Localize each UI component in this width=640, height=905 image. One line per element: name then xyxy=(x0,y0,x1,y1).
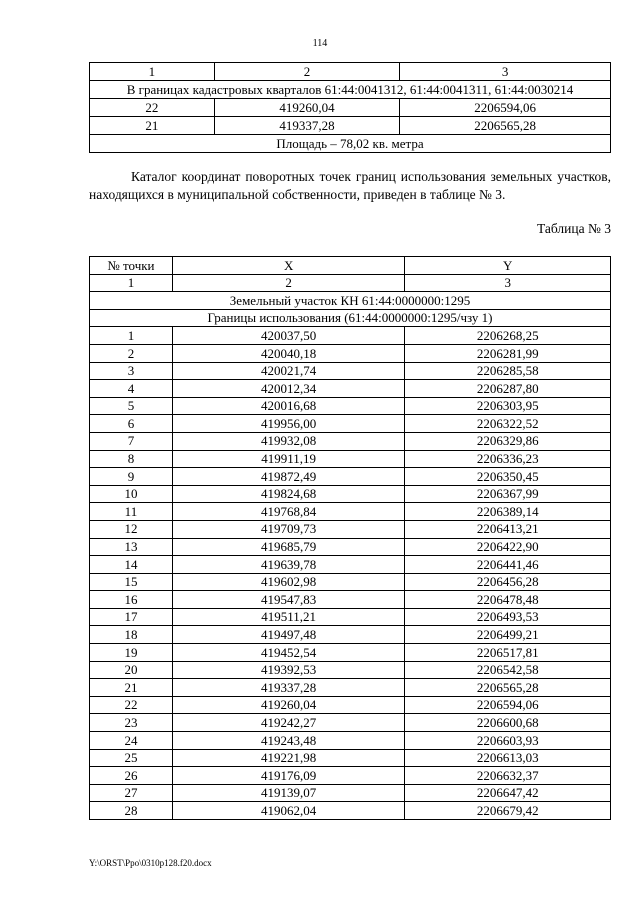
continued-coordinates-table xyxy=(89,62,611,153)
x-coordinate: 420040,18 xyxy=(172,344,405,362)
y-coordinate: 2206350,45 xyxy=(405,468,611,486)
page-number: 114 xyxy=(312,38,328,49)
y-coordinate: 2206268,25 xyxy=(405,327,611,345)
table-row xyxy=(90,520,611,538)
y-coordinate: 2206422,90 xyxy=(405,538,611,556)
table-row xyxy=(90,362,611,380)
y-coordinate: 2206493,53 xyxy=(405,608,611,626)
x-coordinate: 419768,84 xyxy=(172,503,405,521)
point-number: 14 xyxy=(90,556,173,574)
x-coordinate: 419139,07 xyxy=(172,784,405,802)
point-number: 25 xyxy=(90,749,173,767)
x-coordinate: 419824,68 xyxy=(172,485,405,503)
bounds-title: Границы использования (61:44:0000000:1295/чзу 1) xyxy=(90,309,611,327)
x-coordinate: 419932,08 xyxy=(172,432,405,450)
table-row xyxy=(90,644,611,662)
x-coordinate: 419260,04 xyxy=(172,696,405,714)
coordinates-table xyxy=(89,256,611,820)
x-coordinate: 419709,73 xyxy=(172,520,405,538)
x-coordinate: 419221,98 xyxy=(172,749,405,767)
point-number: 8 xyxy=(90,450,173,468)
y-coordinate: 2206600,68 xyxy=(405,714,611,732)
table-row xyxy=(90,432,611,450)
table-row xyxy=(90,608,611,626)
point-number: 28 xyxy=(90,802,173,820)
y-coordinate: 2206679,42 xyxy=(405,802,611,820)
point-number: 22 xyxy=(90,696,173,714)
point-number: 11 xyxy=(90,503,173,521)
y-coordinate: 2206542,58 xyxy=(405,661,611,679)
x-coordinate: 419392,53 xyxy=(172,661,405,679)
table-row xyxy=(90,415,611,433)
point-number: 12 xyxy=(90,520,173,538)
header-row xyxy=(90,257,611,275)
y-coordinate: 2206285,58 xyxy=(405,362,611,380)
table-row xyxy=(90,538,611,556)
x-coordinate: 419452,54 xyxy=(172,644,405,662)
y-coordinate: 2206565,28 xyxy=(400,117,611,135)
x-coordinate: 419956,00 xyxy=(172,415,405,433)
area-row xyxy=(90,135,611,153)
point-number: 2 xyxy=(90,344,173,362)
x-coordinate: 420012,34 xyxy=(172,380,405,398)
column-number-2: 2 xyxy=(172,274,405,292)
column-numbers-row xyxy=(90,274,611,292)
point-number: 23 xyxy=(90,714,173,732)
table-row xyxy=(90,784,611,802)
area-cell: Площадь – 78,02 кв. метра xyxy=(90,135,611,153)
table-row xyxy=(90,802,611,820)
catalog-paragraph: Каталог координат поворотных точек границ использования земельных участков, находящихся в муниципальной собственности, приведен в таблице № 3. xyxy=(89,169,611,202)
x-coordinate: 419547,83 xyxy=(172,591,405,609)
table-row xyxy=(90,714,611,732)
column-number-2: 2 xyxy=(214,63,400,81)
y-coordinate: 2206281,99 xyxy=(405,344,611,362)
point-number: 18 xyxy=(90,626,173,644)
table-row xyxy=(90,661,611,679)
table-row xyxy=(90,696,611,714)
point-number: 16 xyxy=(90,591,173,609)
point-number: 27 xyxy=(90,784,173,802)
x-coordinate: 419260,04 xyxy=(214,99,400,117)
x-coordinate: 419602,98 xyxy=(172,573,405,591)
table-row xyxy=(90,749,611,767)
x-coordinate: 419511,21 xyxy=(172,608,405,626)
cadastral-quarters-row xyxy=(90,81,611,99)
y-coordinate: 2206456,28 xyxy=(405,573,611,591)
x-coordinate: 419062,04 xyxy=(172,802,405,820)
table-row xyxy=(90,380,611,398)
x-coordinate: 420016,68 xyxy=(172,397,405,415)
point-number: 5 xyxy=(90,397,173,415)
table-row xyxy=(90,626,611,644)
point-number: 10 xyxy=(90,485,173,503)
y-coordinate: 2206329,86 xyxy=(405,432,611,450)
column-number-3: 3 xyxy=(400,63,611,81)
y-coordinate: 2206613,03 xyxy=(405,749,611,767)
y-coordinate: 2206594,06 xyxy=(400,99,611,117)
column-number-1: 1 xyxy=(90,63,215,81)
y-coordinate: 2206594,06 xyxy=(405,696,611,714)
x-coordinate: 419639,78 xyxy=(172,556,405,574)
x-coordinate: 420021,74 xyxy=(172,362,405,380)
table-row xyxy=(90,450,611,468)
y-coordinate: 2206565,28 xyxy=(405,679,611,697)
y-coordinate: 2206389,14 xyxy=(405,503,611,521)
header-row xyxy=(90,63,611,81)
y-coordinate: 2206367,99 xyxy=(405,485,611,503)
parcel-row xyxy=(90,292,611,310)
y-coordinate: 2206517,81 xyxy=(405,644,611,662)
point-number: 24 xyxy=(90,732,173,750)
table-row xyxy=(90,573,611,591)
x-coordinate: 419176,09 xyxy=(172,767,405,785)
y-coordinate: 2206478,48 xyxy=(405,591,611,609)
y-coordinate: 2206303,95 xyxy=(405,397,611,415)
table-caption: Таблица № 3 xyxy=(537,221,611,236)
parcel-title: Земельный участок КН 61:44:0000000:1295 xyxy=(90,292,611,310)
cadastral-quarters-cell: В границах кадастровых кварталов 61:44:0041312, 61:44:0041311, 61:44:0030214 xyxy=(90,81,611,99)
x-coordinate: 419497,48 xyxy=(172,626,405,644)
table-row xyxy=(90,767,611,785)
table-row xyxy=(90,327,611,345)
point-number: 19 xyxy=(90,644,173,662)
point-number: 1 xyxy=(90,327,173,345)
point-number: 22 xyxy=(90,99,215,117)
point-number: 7 xyxy=(90,432,173,450)
point-number: 9 xyxy=(90,468,173,486)
point-number: 21 xyxy=(90,679,173,697)
x-coordinate: 419911,19 xyxy=(172,450,405,468)
table-row xyxy=(90,591,611,609)
x-coordinate: 419872,49 xyxy=(172,468,405,486)
x-coordinate: 420037,50 xyxy=(172,327,405,345)
point-number: 13 xyxy=(90,538,173,556)
point-number: 20 xyxy=(90,661,173,679)
x-header: X xyxy=(172,257,405,275)
point-number: 17 xyxy=(90,608,173,626)
table-row xyxy=(90,556,611,574)
table-row xyxy=(90,117,611,135)
y-coordinate: 2206287,80 xyxy=(405,380,611,398)
point-number-header: № точки xyxy=(90,257,173,275)
x-coordinate: 419685,79 xyxy=(172,538,405,556)
y-coordinate: 2206413,21 xyxy=(405,520,611,538)
x-coordinate: 419243,48 xyxy=(172,732,405,750)
table-row xyxy=(90,679,611,697)
bounds-row xyxy=(90,309,611,327)
y-coordinate: 2206336,23 xyxy=(405,450,611,468)
table-row xyxy=(90,344,611,362)
y-coordinate: 2206441,46 xyxy=(405,556,611,574)
y-coordinate: 2206632,37 xyxy=(405,767,611,785)
file-path-footer: Y:\ORST\Ppo\0310p128.f20.docx xyxy=(89,858,212,868)
y-coordinate: 2206603,93 xyxy=(405,732,611,750)
point-number: 6 xyxy=(90,415,173,433)
point-number: 3 xyxy=(90,362,173,380)
table-row xyxy=(90,503,611,521)
table-row xyxy=(90,732,611,750)
x-coordinate: 419337,28 xyxy=(214,117,400,135)
column-number-3: 3 xyxy=(405,274,611,292)
table-row xyxy=(90,397,611,415)
x-coordinate: 419242,27 xyxy=(172,714,405,732)
column-number-1: 1 xyxy=(90,274,173,292)
table-row xyxy=(90,485,611,503)
table-row xyxy=(90,99,611,117)
point-number: 26 xyxy=(90,767,173,785)
point-number: 21 xyxy=(90,117,215,135)
table-row xyxy=(90,468,611,486)
y-coordinate: 2206499,21 xyxy=(405,626,611,644)
y-coordinate: 2206322,52 xyxy=(405,415,611,433)
y-header: Y xyxy=(405,257,611,275)
x-coordinate: 419337,28 xyxy=(172,679,405,697)
point-number: 4 xyxy=(90,380,173,398)
y-coordinate: 2206647,42 xyxy=(405,784,611,802)
point-number: 15 xyxy=(90,573,173,591)
